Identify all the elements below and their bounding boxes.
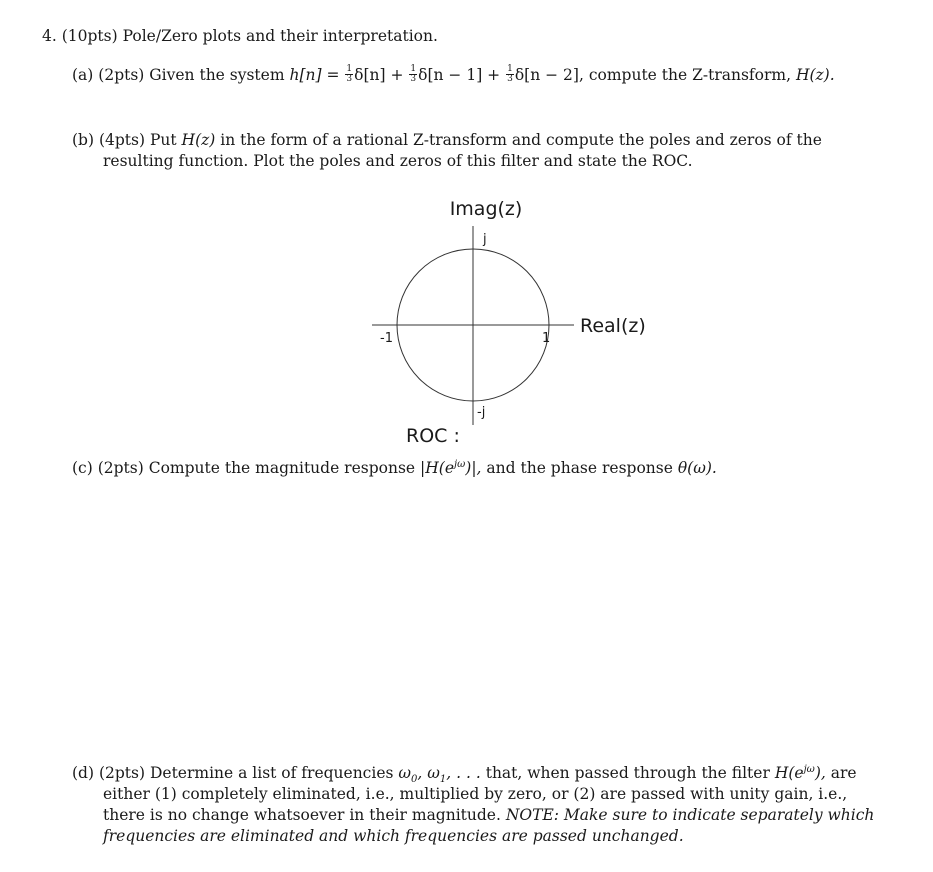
part-a-text: Given the system <box>149 66 285 84</box>
part-d-line1 <box>72 763 857 786</box>
part-d-note: NOTE: Make sure to indicate separately which <box>505 806 875 824</box>
part-c-text1: Compute the magnitude response <box>148 459 416 477</box>
part-d-line4: frequencies are eliminated and which frequencies are passed unchanged. <box>103 827 684 845</box>
problem-number: 4. <box>42 27 57 45</box>
problem-title: (10pts) Pole/Zero plots and their interpretation. <box>61 27 438 45</box>
part-b-line1 <box>72 130 822 150</box>
tick-j: j <box>483 232 487 247</box>
pole-zero-plot <box>360 190 670 450</box>
tick-one: 1 <box>542 331 551 346</box>
part-c-points: (2pts) <box>97 459 144 477</box>
fraction-one-third-3: $\frac{1}{3}$ <box>507 63 513 84</box>
magnitude-response-expr: $|H(e^{j\omega})|$, <box>420 458 482 477</box>
part-a <box>72 65 835 86</box>
transfer-function-H: H(z). <box>795 66 835 84</box>
impulse-response-lhs: h[n] = <box>289 66 340 84</box>
y-axis-label: Imag(z) <box>449 198 523 220</box>
part-b-text: in the form of a rational Z-transform and compute the poles and zeros of the <box>220 131 822 149</box>
tick-neg-j: -j <box>477 405 486 420</box>
part-b-text-put: Put <box>149 131 177 149</box>
part-d-text3: are <box>830 764 857 782</box>
fraction-one-third-2: $\frac{1}{3}$ <box>410 63 417 84</box>
part-d-line3 <box>103 805 874 825</box>
part-b-points: (4pts) <box>98 131 146 149</box>
part-d-line2: either (1) completely eliminated, i.e., multiplied by zero, or (2) are passed with unity gain, i.e., <box>103 785 848 803</box>
part-b-H: H(z) <box>181 131 216 149</box>
phase-response-expr: θ(ω). <box>677 459 717 477</box>
part-a-text-after: compute the Z-transform, <box>588 66 792 84</box>
part-d-text1: Determine a list of frequencies <box>149 764 394 782</box>
part-a-label: (a) <box>72 66 94 84</box>
x-axis-label: Real(z) <box>580 315 646 337</box>
part-d-line3-text: there is no change whatsoever in their magnitude. <box>103 806 501 824</box>
term-delta-n: δ[n] + <box>354 66 404 84</box>
filter-expr: $H(e^{j\omega})$, <box>774 763 826 782</box>
term-delta-n-minus-2: δ[n − 2], <box>514 66 584 84</box>
part-c-label: (c) <box>72 459 93 477</box>
problem-header <box>42 26 438 46</box>
term-delta-n-minus-1: δ[n − 1] + <box>418 66 501 84</box>
part-b-line2: resulting function. Plot the poles and zeros of this filter and state the ROC. <box>103 152 693 170</box>
part-d-text2: that, when passed through the filter <box>485 764 770 782</box>
part-d-points: (2pts) <box>98 764 146 782</box>
fraction-one-third-1: $\frac{1}{3}$ <box>346 63 353 84</box>
part-c <box>72 458 717 478</box>
tick-neg-one: -1 <box>380 331 393 346</box>
roc-label: ROC : <box>406 425 460 447</box>
frequency-list: $\omega_0$, $\omega_1$, . . . <box>398 764 481 786</box>
part-a-points: (2pts) <box>98 66 145 84</box>
part-d-label: (d) <box>72 764 95 782</box>
part-b-label: (b) <box>72 131 95 149</box>
part-c-text2: and the phase response <box>486 459 673 477</box>
